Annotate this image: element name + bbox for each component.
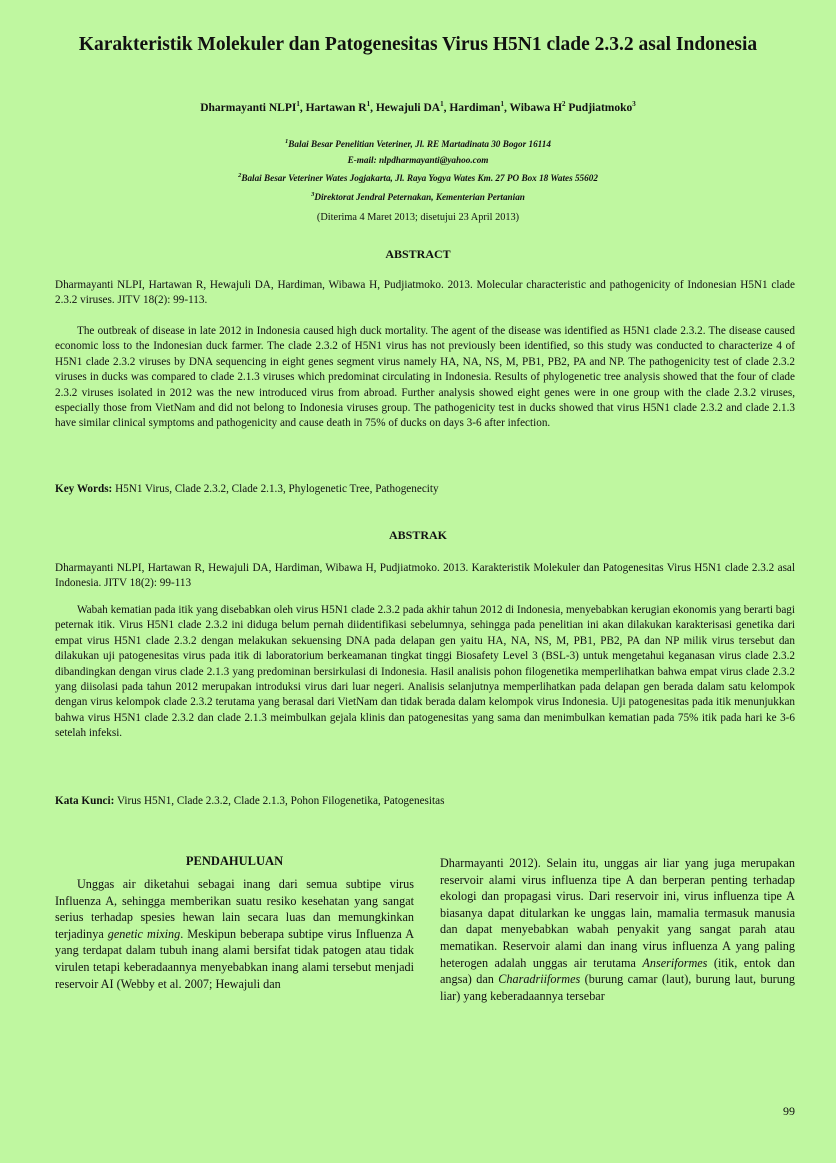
received-dates: (Diterima 4 Maret 2013; disetujui 23 April 2013) (316, 212, 520, 223)
author-email: E-mail: nlpdharmayanti@yahoo.com (347, 154, 489, 165)
abstrak-body: Wabah kematian pada itik yang disebabkan oleh virus H5N1 clade 2.3.2 pada akhir tahun 2012 di Indonesia, menyebabkan kerugian ekonomis yang berarti bagi peternak itik. Virus H5N1 clade 2.3.2 ini diduga belum pernah diidentifikasi sebelumnya, sehingga pada penelitian ini akan dilakukan karakterisasi genetika dari empat virus H5N1 clade 2.3.2 dengan melakukan sekuensing DNA pada delapan gen yaitu HA, NA, NS, M, PB1, PB2, PA dan NP milik virus tersebut dan dilakukan uji patogenesitas virus pada itik di laboratorium berkeamanan tingkat tinggi Biosafety Level 3 (BSL-3) untuk mengetahui keganasan virus clade 2.3.2 dibandingkan dengan virus clade 2.1.3 yang predominan bersirkulasi di Indonesia. Hasil analisis pohon filogenetika memperlihatkan bahwa empat virus clade 2.3.2 yang diisolasi pada tahun 2012 merupakan introduksi virus dari luar negeri. Analisis selanjutnya memperlihatkan pada delapan gen berada dalam satu kelompok dengan virus kelompok clade 2.3.2 terutama yang berasal dari VietNam dan tidak berada dalam kelompok virus Indonesia. Uji patogenesitas pada itik menunjukkan bahwa virus H5N1 clade 2.3.2 dan clade 2.1.3 meimbulkan gejala klinis dan patogenesitas yang sama dan menimbulkan kematian pada 75% itik pada hari ke 3-6 setelah infeksi. (55, 604, 795, 740)
author: Hartawan R (305, 101, 367, 114)
page-number: 99 (783, 1104, 795, 1118)
affiliation-3: $^3$Direktorat Jendral Peternakan, Kementerian Pertanian (311, 190, 525, 202)
intro-heading: PENDAHULUAN (185, 854, 284, 868)
article-title: Karakteristik Molekuler dan Patogenesitas Virus H5N1 clade 2.3.2 asal Indonesia (78, 34, 758, 55)
abstract-citation: Dharmayanti NLPI, Hartawan R, Hewajuli DA, Hardiman, Wibawa H, Pudjiatmoko. 2013. Molecular characteristic and pathogenicity of Indonesian H5N1 clade 2.3.2 viruses. JITV 18(2): 99-113. (55, 279, 795, 307)
affiliation-1: $^1$Balai Besar Penelitian Veteriner, Jl. RE Martadinata 30 Bogor 16114 (285, 138, 551, 150)
author: Hewajuli DA (375, 101, 441, 114)
author: Wibawa H (509, 101, 563, 114)
author: Hardiman (449, 101, 501, 114)
intro-right-column: Dharmayanti 2012). Selain itu, unggas air liar yang juga merupakan reservoir alami virus influenza tipe A dan berperan penting terhadap ekologi dan propagasi virus. Dari reservoir ini, virus influenza tipe A biasanya dapat ditularkan ke unggas lain, mamalia termasuk manusia dan dapat menyebabkan wabah penyakit yang sangat parah atau mematikan. Reservoir alami dan inang virus influenza A yang paling heterogen adalah unggas air terutama Anseriformes (itik, entok dan angsa) dan Charadriiformes (burung camar (laut), burung laut, burung liar) yang keberadaannya tersebar (440, 856, 796, 1003)
abstrak-keywords: Kata Kunci: Virus H5N1, Clade 2.3.2, Clade 2.1.3, Pohon Filogenetika, Patogenesitas (55, 795, 445, 807)
author: Dharmayanti NLPI (200, 101, 297, 114)
affiliations (60, 134, 776, 205)
abstract-keywords: Key Words: H5N1 Virus, Clade 2.3.2, Clade 2.1.3, Phylogenetic Tree, Pathogenecity (55, 483, 439, 495)
author-list: Dharmayanti NLPI$^1$, Hartawan $R^1$, Hewajuli $DA^1$, Hardiman$^1$, Wibawa $H^2$ Pudjiatmoko$^3$ (200, 100, 636, 114)
abstract-body: The outbreak of disease in late 2012 in Indonesia caused high duck mortality. The agent of the disease was identified as H5N1 clade 2.3.2. The disease caused economic loss to the Indonesian duck farmer. The clade 2.3.2 of H5N1 virus has not previously been identified, so this study was conducted to characterize 4 of H5N1 clade 2.3.2 viruses by DNA sequencing in eight genes segment virus namely HA, NA, NS, M, PB1, PB2, PA and NP. The pathogenicity test of clade 2.3.2 viruses in ducks was compared to clade 2.1.3 viruses which predominat circulating in Indonesia. Results of phylogenetic tree analysis showed that the four of clade 2.3.2 viruses isolated in 2012 was the new introduced virus from abroad. Further analysis showed eight genes were in one group with the clade 2.3.2 viruses, especially those from VietNam and did not belong to Indonesia viruses group. The pathogenicity test in ducks showed that virus H5N1 clade 2.3.2 and clade 2.1.3 have similar clinical symptoms and pathogenicity and cause death in 75% of ducks on days 3-6 after infection. (55, 325, 795, 430)
abstrak-heading: ABSTRAK (388, 528, 447, 542)
intro-left-column: Unggas air diketahui sebagai inang dari semua subtipe virus Influenza A, sehingga memberikan suatu resiko kesehatan yang sangat serius terhadap spesies hewan lain secara luas dan memungkinkan terjadinya genetic mixing. Meskipun beberapa subtipe virus Influenza A yang terdapat dalam tubuh inang alami bersifat tidak patogen atau tidak virulen tetapi keberadaannya menyebabkan inang alami tersebut menjadi reservoir AI (Webby et al. 2007; Hewajuli dan (55, 877, 415, 991)
abstract-heading: ABSTRACT (385, 247, 451, 261)
abstrak-citation: Dharmayanti NLPI, Hartawan R, Hewajuli DA, Hardiman, Wibawa H, Pudjiatmoko. 2013. Karakteristik Molekuler dan Patogenesitas Virus H5N1 clade 2.3.2 asal Indonesia. JITV 18(2): 99-113 (55, 562, 795, 590)
affiliation-2: $^2$Balai Besar Veteriner Wates Jogjakarta, Jl. Raya Yogya Wates Km. 27 PO Box 18 Wates 55602 (238, 172, 598, 184)
author: Pudjiatmoko (568, 101, 633, 114)
